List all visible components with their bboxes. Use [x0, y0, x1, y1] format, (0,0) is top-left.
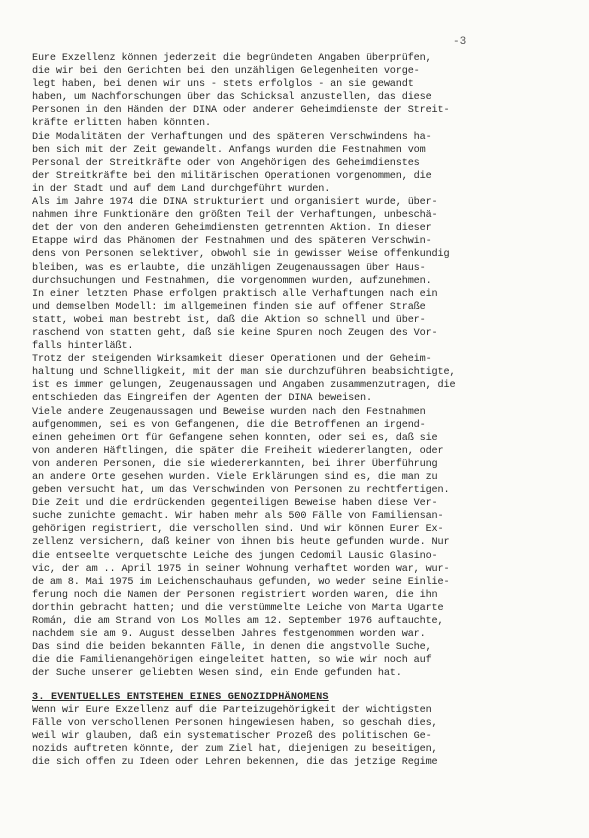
- text-line: Román, die am Strand von Los Molles am 12. September 1976 auftauchte,: [32, 616, 444, 628]
- text-line: Trotz der steigenden Wirksamkeit dieser Operationen und der Geheim-: [32, 354, 432, 366]
- text-line: de am 8. Mai 1975 im Leichenschauhaus gefunden, wo weder seine Einlie-: [32, 576, 450, 588]
- section-heading: 3. EVENTUELLES ENTSTEHEN EINES GENOZIDPHÄNOMENS: [32, 691, 329, 703]
- text-line: Viele andere Zeugenaussagen und Beweise wurden nach den Festnahmen: [32, 406, 426, 418]
- text-line: kräfte erlitten haben könnten.: [32, 118, 211, 130]
- text-line: entschieden das Eingreifen der Agenten der DINA beweisen.: [32, 393, 372, 405]
- text-line: in der Stadt und auf dem Land durchgeführt wurden.: [32, 183, 331, 195]
- text-line: dens von Personen selektiver, obwohl sie in gewisser Weise offenkundig: [32, 249, 450, 261]
- text-line: falls hinterläßt.: [32, 341, 134, 353]
- text-line: Die Modalitäten der Verhaftungen und des späteren Verschwindens ha-: [32, 131, 432, 143]
- text-line: nahmen ihre Funktionäre den größten Teil der Verhaftungen, unbeschä-: [32, 210, 438, 222]
- text-line: zellenz versichern, daß keiner von ihnen bis heute gefunden wurde. Nur: [32, 537, 450, 549]
- text-line: von anderen Häftlingen, die später die Freiheit wiedererlangten, oder: [32, 445, 444, 457]
- text-line: Personen in den Händen der DINA oder anderer Geheimdienste der Streit-: [32, 105, 450, 117]
- text-line: an andere Orte gesehen wurden. Viele Erklärungen sind es, die man zu: [32, 472, 438, 483]
- text-line: der Streitkräfte bei den militärischen Operationen vorgenommen, die: [32, 170, 432, 182]
- text-line: Das sind die beiden bekannten Fälle, in denen die angstvolle Suche,: [32, 642, 432, 654]
- text-line: vic, der am .. April 1975 in seiner Wohnung verhaftet worden war, wur-: [32, 563, 450, 575]
- text-line: In einer letzten Phase erfolgen praktisch alle Verhaftungen nach ein: [32, 288, 438, 300]
- text-line: ist es immer gelungen, Zeugenaussagen und Angaben zusammenzutragen, die: [32, 380, 456, 392]
- text-line: Etappe wird das Phänomen der Festnahmen und des späteren Verschwin-: [32, 236, 432, 248]
- text-line: von anderen Personen, die sie wiedererkannten, bei ihrer Überführung: [32, 458, 438, 470]
- text-line: die entseelte verquetschte Leiche des jungen Cedomil Lausic Glasino-: [32, 550, 438, 562]
- text-line: raschend von statten geht, daß sie keine Spuren noch Zeugen des Vor-: [32, 327, 438, 339]
- text-line: gehörigen registriert, die verschollen sind. Und wir können Eurer Ex-: [32, 524, 444, 536]
- text-line: statt, wobei man bestrebt ist, daß die Aktion so schnell und über-: [32, 314, 426, 326]
- text-line: det der von den anderen Geheimdiensten getrennten Aktion. In dieser: [32, 223, 432, 235]
- text-line: Fälle von verschollenen Personen hingewiesen haben, so geschah dies,: [32, 717, 438, 729]
- text-line: bleiben, was es erlaubte, die unzähligen Zeugenaussagen über Haus-: [32, 262, 426, 274]
- text-line: und demselben Modell: im allgemeinen finden sie auf offener Straße: [32, 301, 426, 313]
- text-line: suche zunichte gemacht. Wir haben mehr als 500 Fälle von Familiensan-: [32, 511, 444, 523]
- text-line: weil wir glauben, daß ein systematischer Prozeß des politischen Ge-: [32, 730, 432, 742]
- text-line: aufgenommen, sei es von Gefangenen, die die Betroffenen an irgend-: [32, 419, 426, 431]
- text-line: die wir bei den Gerichten bei den unzähligen Gelegenheiten vorge-: [32, 66, 420, 78]
- text-line: einen geheimen Ort für Gefangene sehen konnten, oder sei es, daß sie: [32, 432, 438, 444]
- paragraph-genocide: [32, 704, 552, 769]
- text-line: durchsuchungen und Festnahmen, die vorgenommen wurden, aufzunehmen.: [32, 275, 432, 287]
- document-body: [32, 52, 552, 769]
- text-line: der Suche unserer geliebten Wesen sind, ein Ende gefunden hat.: [32, 668, 402, 680]
- page-number: -3: [453, 36, 467, 48]
- text-line: die sich offen zu Ideen oder Lehren bekennen, die das jetzige Regime: [32, 756, 438, 768]
- text-line: haben, um Nachforschungen über das Schicksal anzustellen, das diese: [32, 92, 432, 104]
- text-line: nachdem sie am 9. August desselben Jahres festgenommen worden war.: [32, 629, 426, 641]
- text-line: haltung und Schnelligkeit, mit der man sie durchzuführen beabsichtigte,: [32, 367, 456, 379]
- text-line: ferung noch die Namen der Personen registriert worden waren, die ihn: [32, 589, 438, 601]
- text-line: geben versucht hat, um das Verschwinden von Personen zu rechtfertigen.: [32, 485, 450, 497]
- text-line: nozids auftreten könnte, der zum Ziel hat, diejenigen zu beseitigen,: [32, 743, 438, 755]
- text-line: dorthin gebracht hatten; und die verstümmelte Leiche von Marta Ugarte: [32, 602, 444, 614]
- text-line: die die Familienangehörigen eingeleitet hatten, so wie wir noch auf: [32, 655, 432, 667]
- text-line: Wenn wir Eure Exzellenz auf die Parteizugehörigkeit der wichtigsten: [32, 704, 432, 716]
- text-line: legt haben, bei denen wir uns - stets erfolglos - an sie gewandt: [32, 79, 414, 91]
- text-line: Als im Jahre 1974 die DINA strukturiert und organisiert wurde, über-: [32, 197, 438, 209]
- text-line: Die Zeit und die erdrückenden gegenteiligen Beweise haben diese Ver-: [32, 498, 438, 510]
- text-line: ben sich mit der Zeit gewandelt. Anfangs wurden die Festnahmen vom: [32, 144, 426, 156]
- paragraph-main: [32, 52, 552, 681]
- text-line: Eure Exzellenz können jederzeit die begründeten Angaben überprüfen,: [32, 53, 432, 64]
- text-line: Personal der Streitkräfte oder von Angehörigen des Geheimdienstes: [32, 157, 420, 169]
